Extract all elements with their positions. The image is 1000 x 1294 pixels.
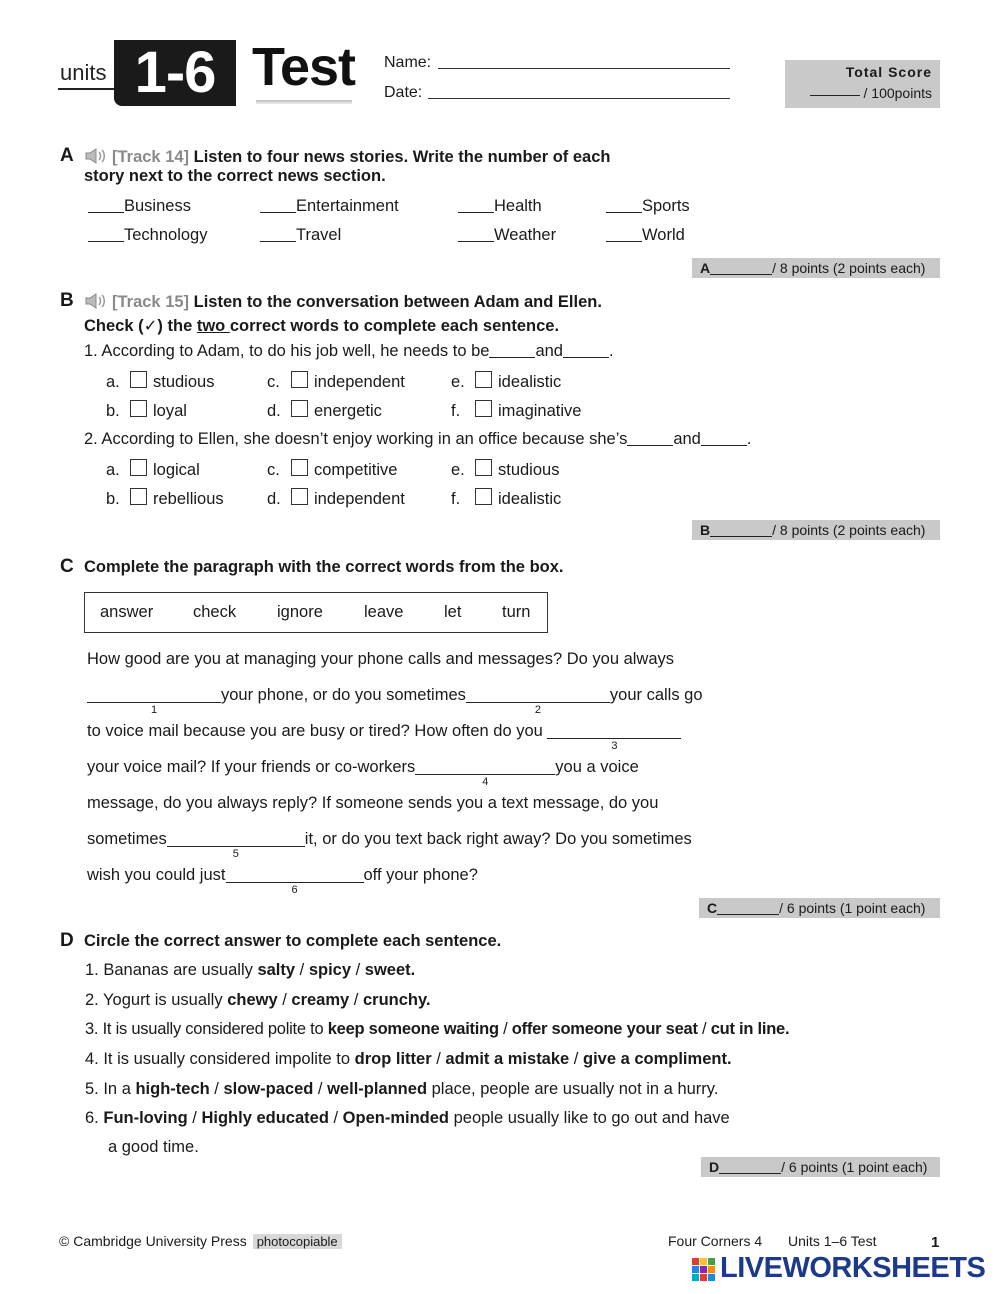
question-text: 2. Yogurt is usually bbox=[85, 991, 228, 1009]
option-b2a bbox=[106, 459, 200, 480]
instr-emphasis: two bbox=[196, 317, 230, 335]
section-a-letter: A bbox=[60, 145, 74, 166]
word-ignore: ignore bbox=[277, 603, 323, 621]
separator: / bbox=[569, 1050, 583, 1068]
checkbox[interactable] bbox=[130, 371, 147, 388]
option-b1e bbox=[451, 371, 561, 392]
paragraph-text: your phone, or do you sometimes bbox=[221, 686, 466, 704]
option-letter: e. bbox=[451, 461, 465, 479]
separator: / bbox=[277, 991, 292, 1009]
choice[interactable]: chewy bbox=[227, 991, 278, 1009]
paragraph-line-4 bbox=[87, 749, 639, 788]
news-item-label: Sports bbox=[642, 197, 690, 215]
news-item-label: Technology bbox=[124, 226, 208, 244]
blank-2[interactable] bbox=[466, 687, 610, 716]
points-text: / 8 points (2 points each) bbox=[772, 522, 926, 538]
option-b2f bbox=[451, 488, 561, 509]
liveworksheets-logo-icon bbox=[692, 1258, 716, 1282]
name-field[interactable] bbox=[438, 68, 730, 69]
separator: / bbox=[295, 961, 309, 979]
section-d-points bbox=[701, 1157, 940, 1177]
footer-copyright bbox=[59, 1233, 342, 1249]
question-text: 1. According to Adam, to do his job well, he needs to be bbox=[84, 342, 490, 360]
section-b-instr-line2 bbox=[84, 316, 559, 336]
word-let: let bbox=[444, 603, 462, 621]
paragraph-text: wish you could just bbox=[87, 866, 226, 884]
separator: / bbox=[349, 991, 363, 1009]
blank-number: 6 bbox=[291, 884, 298, 896]
question-text: and bbox=[535, 342, 563, 360]
blank-number: 4 bbox=[482, 776, 489, 788]
answer-blank[interactable] bbox=[458, 198, 494, 213]
total-score-line bbox=[810, 85, 933, 101]
checkbox[interactable] bbox=[291, 400, 308, 417]
paragraph-text: it, or do you text back right away? Do you sometimes bbox=[304, 830, 692, 848]
instr-text: correct words to complete each sentence. bbox=[229, 317, 560, 335]
checkbox[interactable] bbox=[475, 400, 492, 417]
news-item-label: Travel bbox=[296, 226, 342, 244]
option-word: idealistic bbox=[498, 373, 562, 391]
question-b2 bbox=[84, 430, 751, 449]
news-item-label: Entertainment bbox=[296, 197, 399, 215]
news-item-health bbox=[458, 197, 542, 216]
answer-blank[interactable] bbox=[489, 343, 535, 358]
paragraph-text: your calls go bbox=[609, 686, 703, 704]
answer-blank[interactable] bbox=[606, 198, 642, 213]
blank-4[interactable] bbox=[415, 759, 555, 788]
section-d-letter: D bbox=[60, 930, 74, 951]
question-text: people usually like to go out and have bbox=[449, 1109, 730, 1127]
question-text: 6. bbox=[85, 1109, 104, 1127]
separator: / bbox=[351, 961, 365, 979]
copyright-text: © Cambridge University Press bbox=[59, 1233, 247, 1249]
option-letter: e. bbox=[451, 373, 465, 391]
option-b2e bbox=[451, 459, 559, 480]
separator: / bbox=[187, 1109, 202, 1127]
checkbox[interactable] bbox=[475, 371, 492, 388]
option-word: independent bbox=[314, 490, 405, 508]
checkbox[interactable] bbox=[291, 488, 308, 505]
choice[interactable]: Open-minded bbox=[342, 1109, 450, 1127]
answer-blank[interactable] bbox=[88, 198, 124, 213]
track-14-label: [Track 14] bbox=[112, 148, 190, 166]
news-item-label: World bbox=[642, 226, 685, 244]
paragraph-text: to voice mail because you are busy or tired? How often do you bbox=[87, 722, 543, 740]
choice[interactable]: spicy bbox=[308, 961, 352, 979]
points-text: / 8 points (2 points each) bbox=[772, 260, 926, 276]
option-b2c bbox=[267, 459, 397, 480]
paragraph-text: your voice mail? If your friends or co-workers bbox=[87, 758, 416, 776]
section-a-instr-line2: story next to the correct news section. bbox=[84, 167, 386, 185]
checkbox[interactable] bbox=[475, 488, 492, 505]
page-number: 1 bbox=[931, 1234, 940, 1251]
speaker-icon[interactable] bbox=[84, 147, 108, 165]
question-d4 bbox=[85, 1050, 732, 1069]
news-item-business bbox=[88, 197, 191, 216]
section-b-instruction bbox=[84, 292, 602, 312]
paragraph-line-5: message, do you always reply? If someone sends you a text message, do you bbox=[87, 794, 659, 812]
section-b-points bbox=[692, 520, 940, 540]
choice[interactable]: sweet. bbox=[364, 961, 416, 979]
paragraph-line-7 bbox=[87, 857, 478, 896]
answer-blank[interactable] bbox=[88, 227, 124, 242]
points-text: / 6 points (1 point each) bbox=[779, 900, 926, 916]
total-score-points: / 100points bbox=[863, 85, 932, 101]
option-letter: c. bbox=[267, 373, 280, 391]
choice[interactable]: Highly educated bbox=[201, 1109, 329, 1127]
news-item-travel bbox=[260, 226, 341, 245]
question-d2 bbox=[85, 991, 431, 1010]
total-score-field[interactable] bbox=[810, 95, 860, 96]
answer-blank[interactable] bbox=[627, 431, 673, 446]
news-item-weather bbox=[458, 226, 556, 245]
section-a-points bbox=[692, 258, 940, 278]
word-check: check bbox=[193, 603, 237, 621]
option-letter: f. bbox=[451, 490, 461, 508]
speaker-icon[interactable] bbox=[84, 292, 108, 310]
name-label: Name: bbox=[384, 54, 432, 71]
option-word: energetic bbox=[314, 402, 382, 420]
total-score-title: Total Score bbox=[845, 64, 932, 80]
section-a-instruction bbox=[84, 147, 610, 167]
blank-6[interactable] bbox=[226, 867, 364, 896]
points-letter: D bbox=[709, 1159, 720, 1175]
checkbox[interactable] bbox=[130, 488, 147, 505]
test-title: Test bbox=[252, 37, 356, 97]
question-text: 3. It is usually considered polite to bbox=[85, 1020, 328, 1038]
points-letter: C bbox=[707, 900, 718, 916]
footer-book: Four Corners 4 bbox=[668, 1233, 763, 1249]
choice[interactable]: high-tech bbox=[135, 1080, 210, 1098]
option-b1d bbox=[267, 400, 382, 421]
choice[interactable]: crunchy. bbox=[362, 991, 431, 1009]
option-word: idealistic bbox=[498, 490, 562, 508]
news-item-sports bbox=[606, 197, 690, 216]
separator: / bbox=[431, 1050, 446, 1068]
option-letter: b. bbox=[106, 490, 120, 508]
section-b-score-field[interactable] bbox=[710, 523, 772, 537]
option-b2b bbox=[106, 488, 224, 509]
answer-blank[interactable] bbox=[606, 227, 642, 242]
separator: / bbox=[697, 1020, 711, 1038]
liveworksheets-brand: LIVEWORKSHEETS bbox=[720, 1252, 986, 1284]
section-c-score-field[interactable] bbox=[717, 901, 779, 915]
option-word: rebellious bbox=[153, 490, 224, 508]
choice[interactable]: creamy bbox=[291, 991, 350, 1009]
blank-number: 3 bbox=[611, 740, 618, 752]
date-field[interactable] bbox=[428, 98, 730, 99]
option-b1f bbox=[451, 400, 581, 421]
checkbox[interactable] bbox=[130, 400, 147, 417]
option-letter: a. bbox=[106, 373, 120, 391]
photocopiable-label: photocopiable bbox=[253, 1234, 342, 1249]
separator: / bbox=[313, 1080, 328, 1098]
instr-text: Check (✓) the bbox=[84, 317, 197, 335]
choice[interactable]: give a compliment. bbox=[582, 1050, 732, 1068]
section-c-instruction: Complete the paragraph with the correct words from the box. bbox=[84, 558, 564, 576]
section-c-letter: C bbox=[60, 556, 74, 577]
total-score-box bbox=[785, 60, 940, 108]
blank-3[interactable] bbox=[547, 723, 681, 752]
choice[interactable]: slow-paced bbox=[223, 1080, 314, 1098]
choice[interactable]: cut in line. bbox=[710, 1020, 790, 1038]
section-a-instr-line1: Listen to four news stories. Write the number of each bbox=[193, 148, 611, 166]
blank-5[interactable] bbox=[167, 831, 305, 860]
checkbox[interactable] bbox=[291, 371, 308, 388]
news-item-world bbox=[606, 226, 685, 245]
option-b1c bbox=[267, 371, 405, 392]
choice[interactable]: drop litter bbox=[354, 1050, 432, 1068]
option-word: loyal bbox=[153, 402, 187, 420]
option-letter: d. bbox=[267, 402, 281, 420]
answer-blank[interactable] bbox=[260, 227, 296, 242]
checkbox[interactable] bbox=[291, 459, 308, 476]
answer-blank[interactable] bbox=[701, 431, 747, 446]
paragraph-line-3 bbox=[87, 713, 681, 752]
track-15-label: [Track 15] bbox=[112, 293, 190, 311]
section-b-letter: B bbox=[60, 290, 74, 311]
option-word: competitive bbox=[314, 461, 398, 479]
news-item-label: Business bbox=[124, 197, 191, 215]
section-c-points bbox=[699, 898, 940, 918]
answer-blank[interactable] bbox=[563, 343, 609, 358]
option-letter: a. bbox=[106, 461, 120, 479]
points-letter: A bbox=[700, 260, 711, 276]
news-item-technology bbox=[88, 226, 207, 245]
word-leave: leave bbox=[364, 603, 404, 621]
blank-1[interactable] bbox=[87, 687, 221, 716]
question-d6-line2: a good time. bbox=[108, 1138, 199, 1156]
choice[interactable]: Fun-loving bbox=[103, 1109, 188, 1127]
section-d-instruction: Circle the correct answer to complete each sentence. bbox=[84, 932, 502, 950]
option-letter: f. bbox=[451, 402, 461, 420]
question-text: 4. It is usually considered impolite to bbox=[85, 1050, 355, 1068]
word-answer: answer bbox=[100, 603, 154, 621]
question-text: . bbox=[746, 430, 752, 448]
question-text: 2. According to Ellen, she doesn’t enjoy working in an office because she’s bbox=[84, 430, 628, 448]
question-text: place, people are usually not in a hurry. bbox=[427, 1080, 719, 1098]
question-text: . bbox=[608, 342, 614, 360]
option-word: studious bbox=[153, 373, 215, 391]
option-word: logical bbox=[153, 461, 200, 479]
answer-blank[interactable] bbox=[458, 227, 494, 242]
paragraph-text: sometimes bbox=[87, 830, 167, 848]
date-label: Date: bbox=[384, 84, 423, 101]
question-text: 1. Bananas are usually bbox=[85, 961, 258, 979]
option-b2d bbox=[267, 488, 405, 509]
question-d6 bbox=[85, 1109, 730, 1128]
choice[interactable]: admit a mistake bbox=[445, 1050, 570, 1068]
option-word: imaginative bbox=[498, 402, 582, 420]
section-d-score-field[interactable] bbox=[719, 1160, 781, 1174]
question-text: 5. In a bbox=[85, 1080, 136, 1098]
separator: / bbox=[209, 1080, 224, 1098]
option-word: independent bbox=[314, 373, 405, 391]
paragraph-line-2 bbox=[87, 677, 703, 716]
paragraph-line-1: How good are you at managing your phone calls and messages? Do you always bbox=[87, 650, 675, 668]
option-letter: b. bbox=[106, 402, 120, 420]
separator: / bbox=[498, 1020, 512, 1038]
blank-number: 5 bbox=[232, 848, 239, 860]
choice[interactable]: keep someone waiting bbox=[327, 1020, 499, 1038]
question-text: and bbox=[673, 430, 701, 448]
question-b1 bbox=[84, 342, 614, 361]
section-a-score-field[interactable] bbox=[710, 261, 772, 275]
units-underline bbox=[58, 88, 114, 90]
word-box bbox=[84, 592, 548, 633]
option-word: studious bbox=[498, 461, 560, 479]
news-item-label: Health bbox=[494, 197, 542, 215]
question-d3 bbox=[85, 1020, 789, 1039]
blank-number: 1 bbox=[150, 704, 158, 716]
test-underline bbox=[256, 100, 352, 104]
paragraph-text: off your phone? bbox=[363, 866, 478, 884]
points-text: / 6 points (1 point each) bbox=[781, 1159, 928, 1175]
option-letter: c. bbox=[267, 461, 280, 479]
option-letter: d. bbox=[267, 490, 281, 508]
paragraph-line-6 bbox=[87, 821, 692, 860]
section-b-instr-line1: Listen to the conversation between Adam and Ellen. bbox=[193, 293, 602, 311]
footer-units: Units 1–6 Test bbox=[788, 1233, 877, 1249]
question-d5 bbox=[85, 1080, 718, 1099]
unit-range: 1-6 bbox=[114, 40, 236, 106]
checkbox[interactable] bbox=[475, 459, 492, 476]
units-label: units bbox=[60, 60, 107, 85]
word-turn: turn bbox=[502, 603, 531, 621]
news-item-entertainment bbox=[260, 197, 399, 216]
question-d1 bbox=[85, 961, 415, 980]
choice[interactable]: offer someone your seat bbox=[511, 1020, 698, 1038]
checkbox[interactable] bbox=[130, 459, 147, 476]
points-letter: B bbox=[700, 522, 711, 538]
separator: / bbox=[328, 1109, 343, 1127]
option-b1b bbox=[106, 400, 187, 421]
choice[interactable]: salty bbox=[257, 961, 296, 979]
paragraph-text: you a voice bbox=[555, 758, 639, 776]
news-item-label: Weather bbox=[494, 226, 557, 244]
option-b1a bbox=[106, 371, 214, 392]
answer-blank[interactable] bbox=[260, 198, 296, 213]
blank-number: 2 bbox=[534, 704, 541, 716]
choice[interactable]: well-planned bbox=[327, 1080, 428, 1098]
